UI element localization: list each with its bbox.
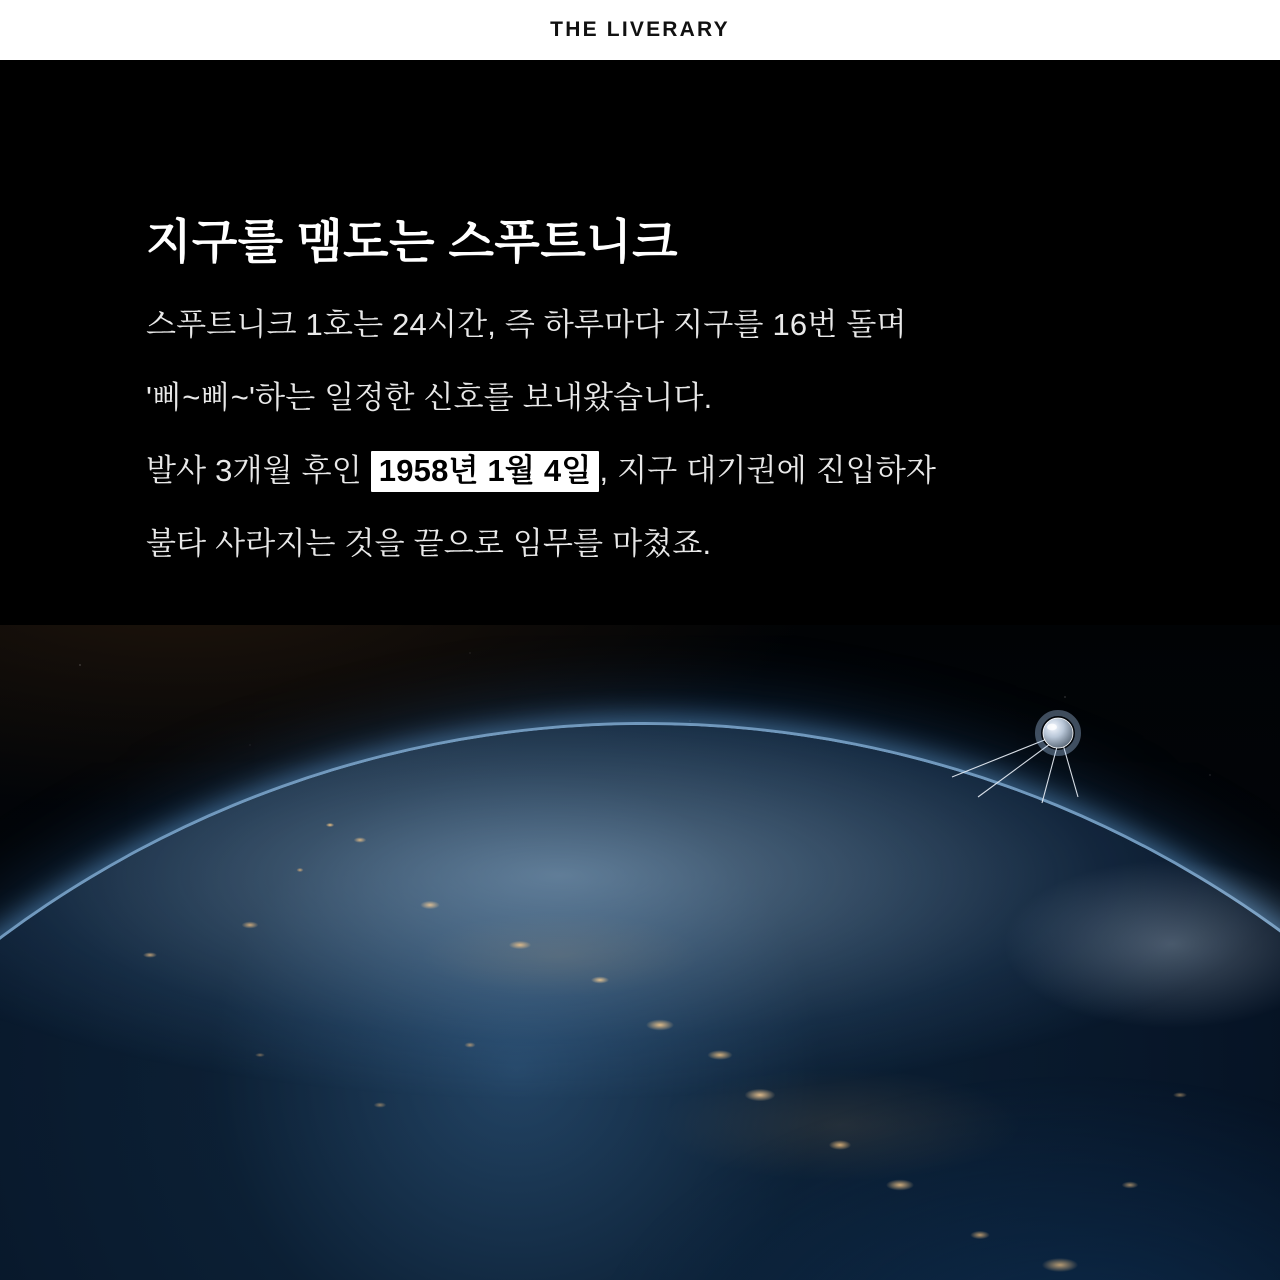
satellite-icon [930,705,1110,825]
body-line-3-after: , 지구 대기권에 진입하자 [599,453,937,488]
text-section [0,60,1280,625]
body-line-4: 불타 사라지는 것을 끝으로 임무를 마쳤죠. [146,526,712,561]
body-line-1: 스푸트니크 1호는 24시간, 즉 하루마다 지구를 16번 돌며 [146,307,907,342]
brand-title: THE LIVERARY [550,18,730,41]
body-copy [146,288,1206,580]
body-line-3-before: 발사 3개월 후인 [146,453,371,488]
body-line-2: '삐~삐~'하는 일정한 신호를 보내왔습니다. [146,380,713,415]
body-line-3 [146,434,1206,507]
page-title: 지구를 맴도는 스푸트니크 [146,215,679,269]
date-highlight: 1958년 1월 4일 [371,451,600,492]
earth-photo [0,625,1280,1280]
header-bar [0,0,1280,60]
